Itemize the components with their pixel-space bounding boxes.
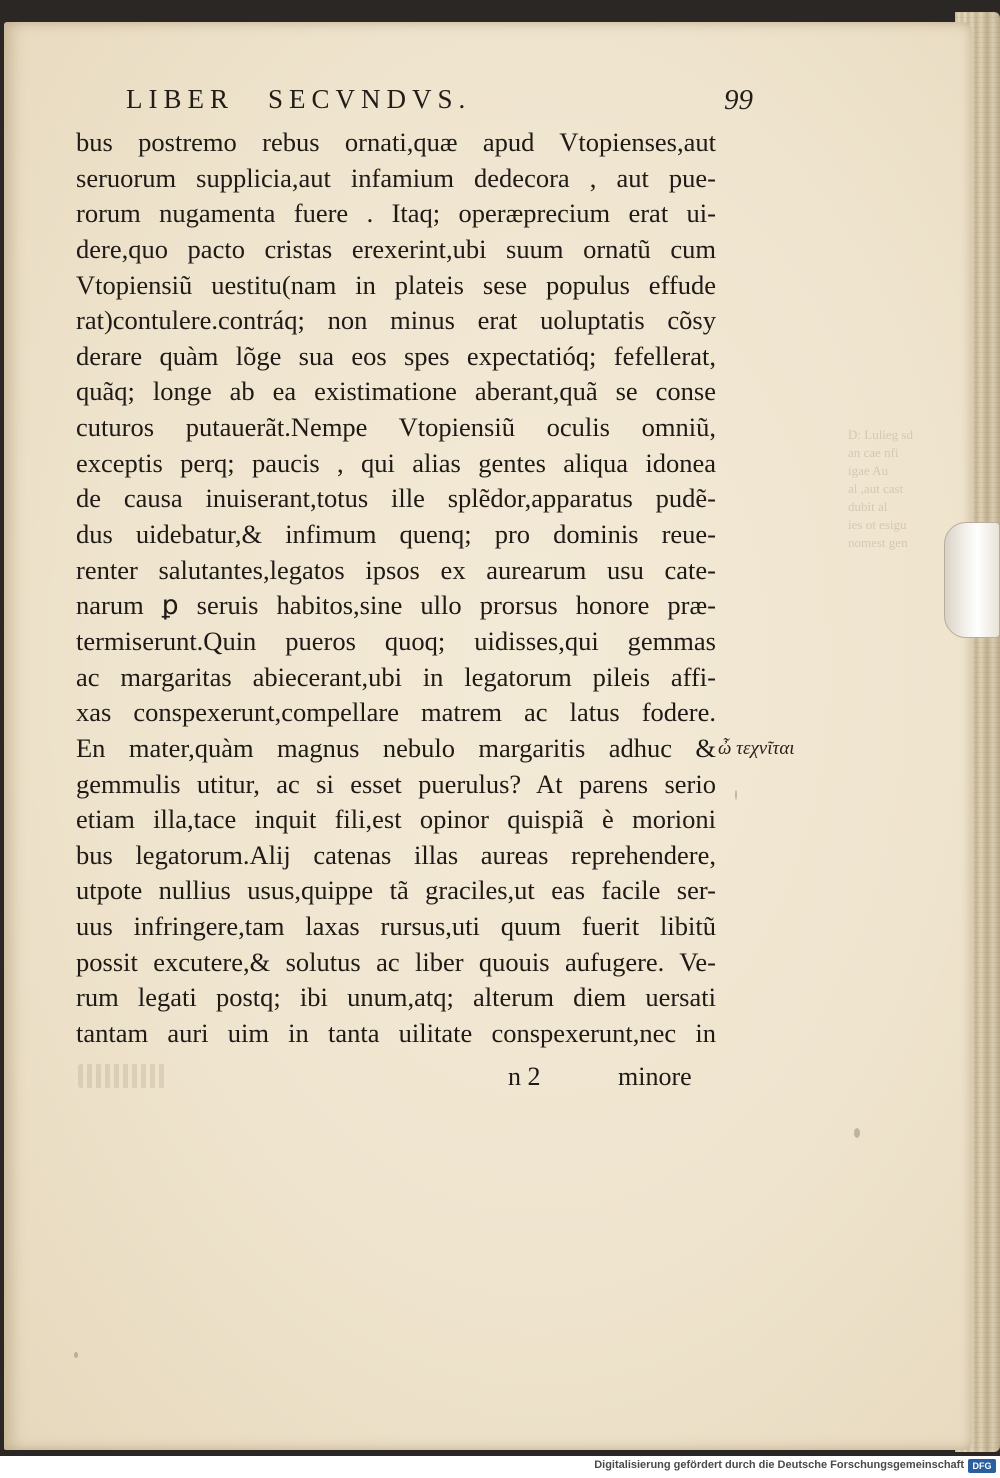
- text-line: rum legati postq; ibi unum,atq; alterum diem uersati: [76, 982, 716, 1013]
- text-line: gemmulis utitur, ac si esset puerulus? At parens serio: [76, 768, 716, 799]
- footer-bar: [0, 1456, 1000, 1478]
- text-line: tantam auri uim in tanta uilitate conspexerunt,nec in: [76, 1018, 716, 1049]
- footer-credit: Digitalisierung gefördert durch die Deutsche Forschungsgemeinschaft: [594, 1459, 964, 1471]
- paper-speck: [854, 1128, 860, 1138]
- text-line: xas conspexerunt,compellare matrem ac latus fodere.: [76, 697, 716, 728]
- show-through-smudge: [78, 1064, 168, 1088]
- show-through-text: D: Lulieg sd an cae nfi igae Au al ,aut cast dubit al ies ot esigu nomest gen: [848, 427, 913, 550]
- text-line: renter salutantes,legatos ipsos ex aurearum usu cate-: [76, 554, 716, 585]
- signature-mark: n 2: [508, 1062, 541, 1091]
- text-line: derare quàm lõge sua eos spes expectatióq; fefellerat,: [76, 340, 716, 371]
- text-line: uus infringere,tam laxas rursus,uti quum fuerit libitũ: [76, 911, 716, 942]
- text-line: seruorum supplicia,aut infamium dedecora , aut pue-: [76, 162, 716, 193]
- text-line: cuturos putauerãt.Nempe Vtopiensiũ oculis omniũ,: [76, 412, 716, 443]
- dfg-logo: DFG: [968, 1459, 996, 1473]
- text-line: dere,quo pacto cristas erexerint,ubi suum ornatũ cum: [76, 233, 716, 264]
- text-line: En mater,quàm magnus nebulo margaritis adhuc &: [76, 732, 716, 763]
- running-head-word: LIBER: [126, 84, 234, 114]
- page-number: 99: [724, 84, 753, 116]
- text-line: ac margaritas abiecerant,ubi in legatorum pileis affi-: [76, 661, 716, 692]
- main-text-block: [76, 125, 716, 1052]
- text-line: narum ꝑ seruis habitos,sine ullo prorsus honore præ-: [76, 590, 716, 621]
- text-line: exceptis perq; paucis , qui alias gentes aliqua idonea: [76, 447, 716, 478]
- running-head: [126, 84, 626, 115]
- text-line: de causa inuiserant,totus ille splẽdor,apparatus pudẽ-: [76, 483, 716, 514]
- running-head-word: SECVNDVS.: [268, 84, 472, 114]
- text-line: utpote nullius usus,quippe tã graciles,ut eas facile ser-: [76, 875, 716, 906]
- marginal-note: ὦ τεχνῖται: [718, 738, 795, 759]
- paper-speck: [735, 790, 737, 800]
- text-line: possit excutere,& solutus ac liber quouis aufugere. Ve-: [76, 946, 716, 977]
- text-line: bus legatorum.Alij catenas illas aureas reprehendere,: [76, 839, 716, 870]
- page-clip: [944, 522, 1000, 638]
- text-line: etiam illa,tace inquit fili,est opinor quispiã è morioni: [76, 804, 716, 835]
- text-line: rat)contulere.contráq; non minus erat uoluptatis cõsy: [76, 305, 716, 336]
- text-line: Vtopiensiũ uestitu(nam in plateis sese populus effude: [76, 269, 716, 300]
- catchword: minore: [618, 1062, 692, 1091]
- text-line: bus postremo rebus ornati,quæ apud Vtopienses,aut: [76, 127, 716, 157]
- text-line: rorum nugamenta fuere . Itaq; operæprecium erat ui-: [76, 198, 716, 229]
- text-line: termiserunt.Quin pueros quoq; uidisses,qui gemmas: [76, 625, 716, 656]
- text-line: dus uidebatur,& infimum quenq; pro dominis reue-: [76, 519, 716, 550]
- paper-speck: [74, 1352, 78, 1358]
- text-line: quãq; longe ab ea existimatione aberant,quã se conse: [76, 376, 716, 407]
